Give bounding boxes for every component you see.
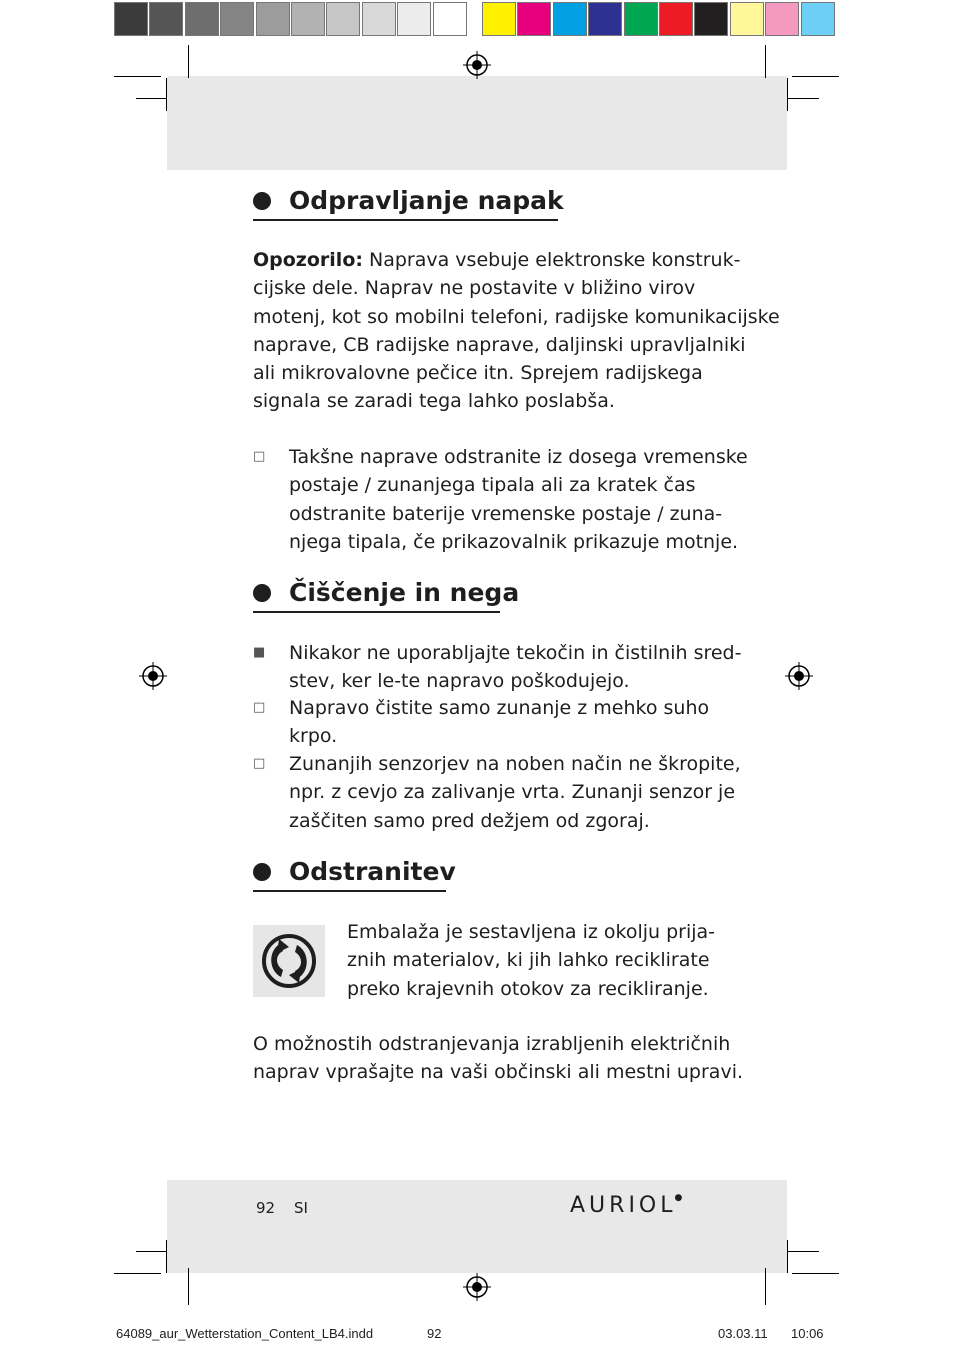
text-line: Embalaža je sestavljena iz okolju prija- [347, 921, 716, 943]
color-swatch [730, 2, 764, 36]
text-line: njega tipala, če prikazovalnik prikazuje motnje. [289, 530, 739, 553]
crop-mark [136, 98, 166, 99]
gray-swatch [326, 2, 360, 36]
checkbox-marker-icon: □ [253, 756, 266, 771]
brand-name: AURIOL [570, 1193, 677, 1218]
text-line: znih materialov, ki jih lahko reciklirate [347, 949, 710, 972]
registration-mark-icon [139, 662, 167, 690]
crop-mark [166, 1240, 167, 1273]
crop-mark [787, 98, 819, 99]
gray-swatch [256, 2, 290, 36]
crop-mark [188, 1268, 189, 1305]
list-item [253, 750, 741, 835]
bullet-dot-icon [253, 584, 271, 602]
gray-swatch [433, 2, 467, 36]
text-line: naprave, CB radijske naprave, daljinski upravljalniki [253, 333, 746, 356]
text-line: Napravo čistite samo zunanje z mehko suho [289, 697, 710, 719]
registered-mark: ● [674, 1193, 683, 1203]
crop-mark [136, 1251, 166, 1252]
text-line: motenj, kot so mobilni telefoni, radijske komunikacijske [253, 305, 780, 328]
gray-swatch [220, 2, 254, 36]
text-line: odstranite baterije vremenske postaje / zuna- [289, 502, 723, 525]
gray-scale-bar [114, 2, 468, 36]
page-number: 92 [256, 1199, 276, 1217]
color-swatch [553, 2, 587, 36]
color-swatch [624, 2, 658, 36]
language-code: SI [294, 1199, 308, 1217]
list-item [253, 639, 741, 696]
crop-mark [787, 1240, 788, 1273]
text-line: krpo. [289, 725, 338, 748]
header-band [167, 76, 787, 170]
list-item [253, 443, 748, 556]
gray-swatch [362, 2, 396, 36]
slug-filename: 64089_aur_Wetterstation_Content_LB4.indd [116, 1326, 374, 1341]
gray-swatch [114, 2, 148, 36]
crop-mark [792, 1273, 839, 1274]
gray-swatch [185, 2, 219, 36]
text-line: O možnostih odstranjevanja izrabljenih električnih [253, 1033, 731, 1055]
registration-mark-icon [785, 662, 813, 690]
disposal-paragraph [253, 1030, 743, 1087]
color-swatch [517, 2, 551, 36]
text-line: Zunanjih senzorjev na noben način ne škropite, [289, 753, 741, 775]
green-dot-recycling-icon [253, 925, 325, 997]
heading-underline [253, 219, 558, 221]
text-line: naprav vprašajte na vaši občinski ali mestni upravi. [253, 1061, 744, 1084]
gray-swatch [397, 2, 431, 36]
text-line: npr. z cevjo za zalivanje vrta. Zunanji senzor je [289, 781, 736, 804]
text-line: cijske dele. Naprav ne postavite v bližino virov [253, 277, 696, 300]
color-swatch [482, 2, 516, 36]
color-swatch [765, 2, 799, 36]
text-line: stev, ker le-te napravo poškodujejo. [289, 670, 630, 693]
crop-mark [765, 45, 766, 78]
gray-swatch [149, 2, 183, 36]
text-line: ali mikrovalovne pečice itn. Sprejem radijskega [253, 362, 703, 385]
crop-mark [188, 45, 189, 78]
warning-label: Opozorilo: [253, 249, 363, 271]
bullet-dot-icon [253, 863, 271, 881]
list-item [253, 694, 709, 751]
crop-mark [787, 1251, 819, 1252]
warning-paragraph [253, 246, 780, 416]
square-bullet-icon: ■ [253, 645, 266, 660]
bullet-dot-icon [253, 192, 271, 210]
footer-band [167, 1180, 787, 1273]
slug-date: 03.03.11 [718, 1326, 768, 1341]
section-heading-cleaning [253, 578, 519, 607]
checkbox-marker-icon: □ [253, 449, 266, 464]
section-title: Čiščenje in nega [289, 578, 520, 607]
text-line: zaščiten samo pred dežjem od zgoraj. [289, 809, 650, 832]
color-swatch [694, 2, 728, 36]
slug-time: 10:06 [791, 1326, 824, 1341]
packaging-paragraph [347, 918, 715, 1003]
heading-underline [253, 611, 500, 613]
text-line: postaje / zunanjega tipala ali za kratek čas [289, 474, 696, 497]
heading-underline [253, 890, 446, 892]
crop-mark [765, 1268, 766, 1305]
checkbox-marker-icon: □ [253, 700, 266, 715]
text-line: signala se zaradi tega lahko poslabša. [253, 390, 615, 413]
text-line: Naprava vsebuje elektronske konstruk- [362, 249, 741, 271]
section-title: Odpravljanje napak [289, 186, 564, 215]
text-line: preko krajevnih otokov za recikliranje. [347, 977, 709, 1000]
color-swatch [588, 2, 622, 36]
process-color-bar [482, 2, 836, 36]
text-line: Nikakor ne uporabljajte tekočin in čistilnih sred- [289, 642, 742, 664]
text-line: Takšne naprave odstranite iz dosega vremenske [289, 446, 748, 468]
crop-mark [114, 1273, 161, 1274]
crop-mark [787, 78, 788, 111]
registration-mark-icon [463, 51, 491, 79]
color-swatch [801, 2, 835, 36]
crop-mark [114, 76, 161, 77]
section-heading-troubleshooting [253, 186, 564, 215]
gray-swatch [291, 2, 325, 36]
registration-mark-icon [463, 1273, 491, 1301]
section-title: Odstranitev [289, 857, 456, 886]
slug-page: 92 [427, 1326, 442, 1341]
crop-mark [792, 76, 839, 77]
crop-mark [166, 78, 167, 111]
brand-logo [570, 1193, 682, 1218]
color-swatch [659, 2, 693, 36]
section-heading-disposal [253, 857, 456, 886]
